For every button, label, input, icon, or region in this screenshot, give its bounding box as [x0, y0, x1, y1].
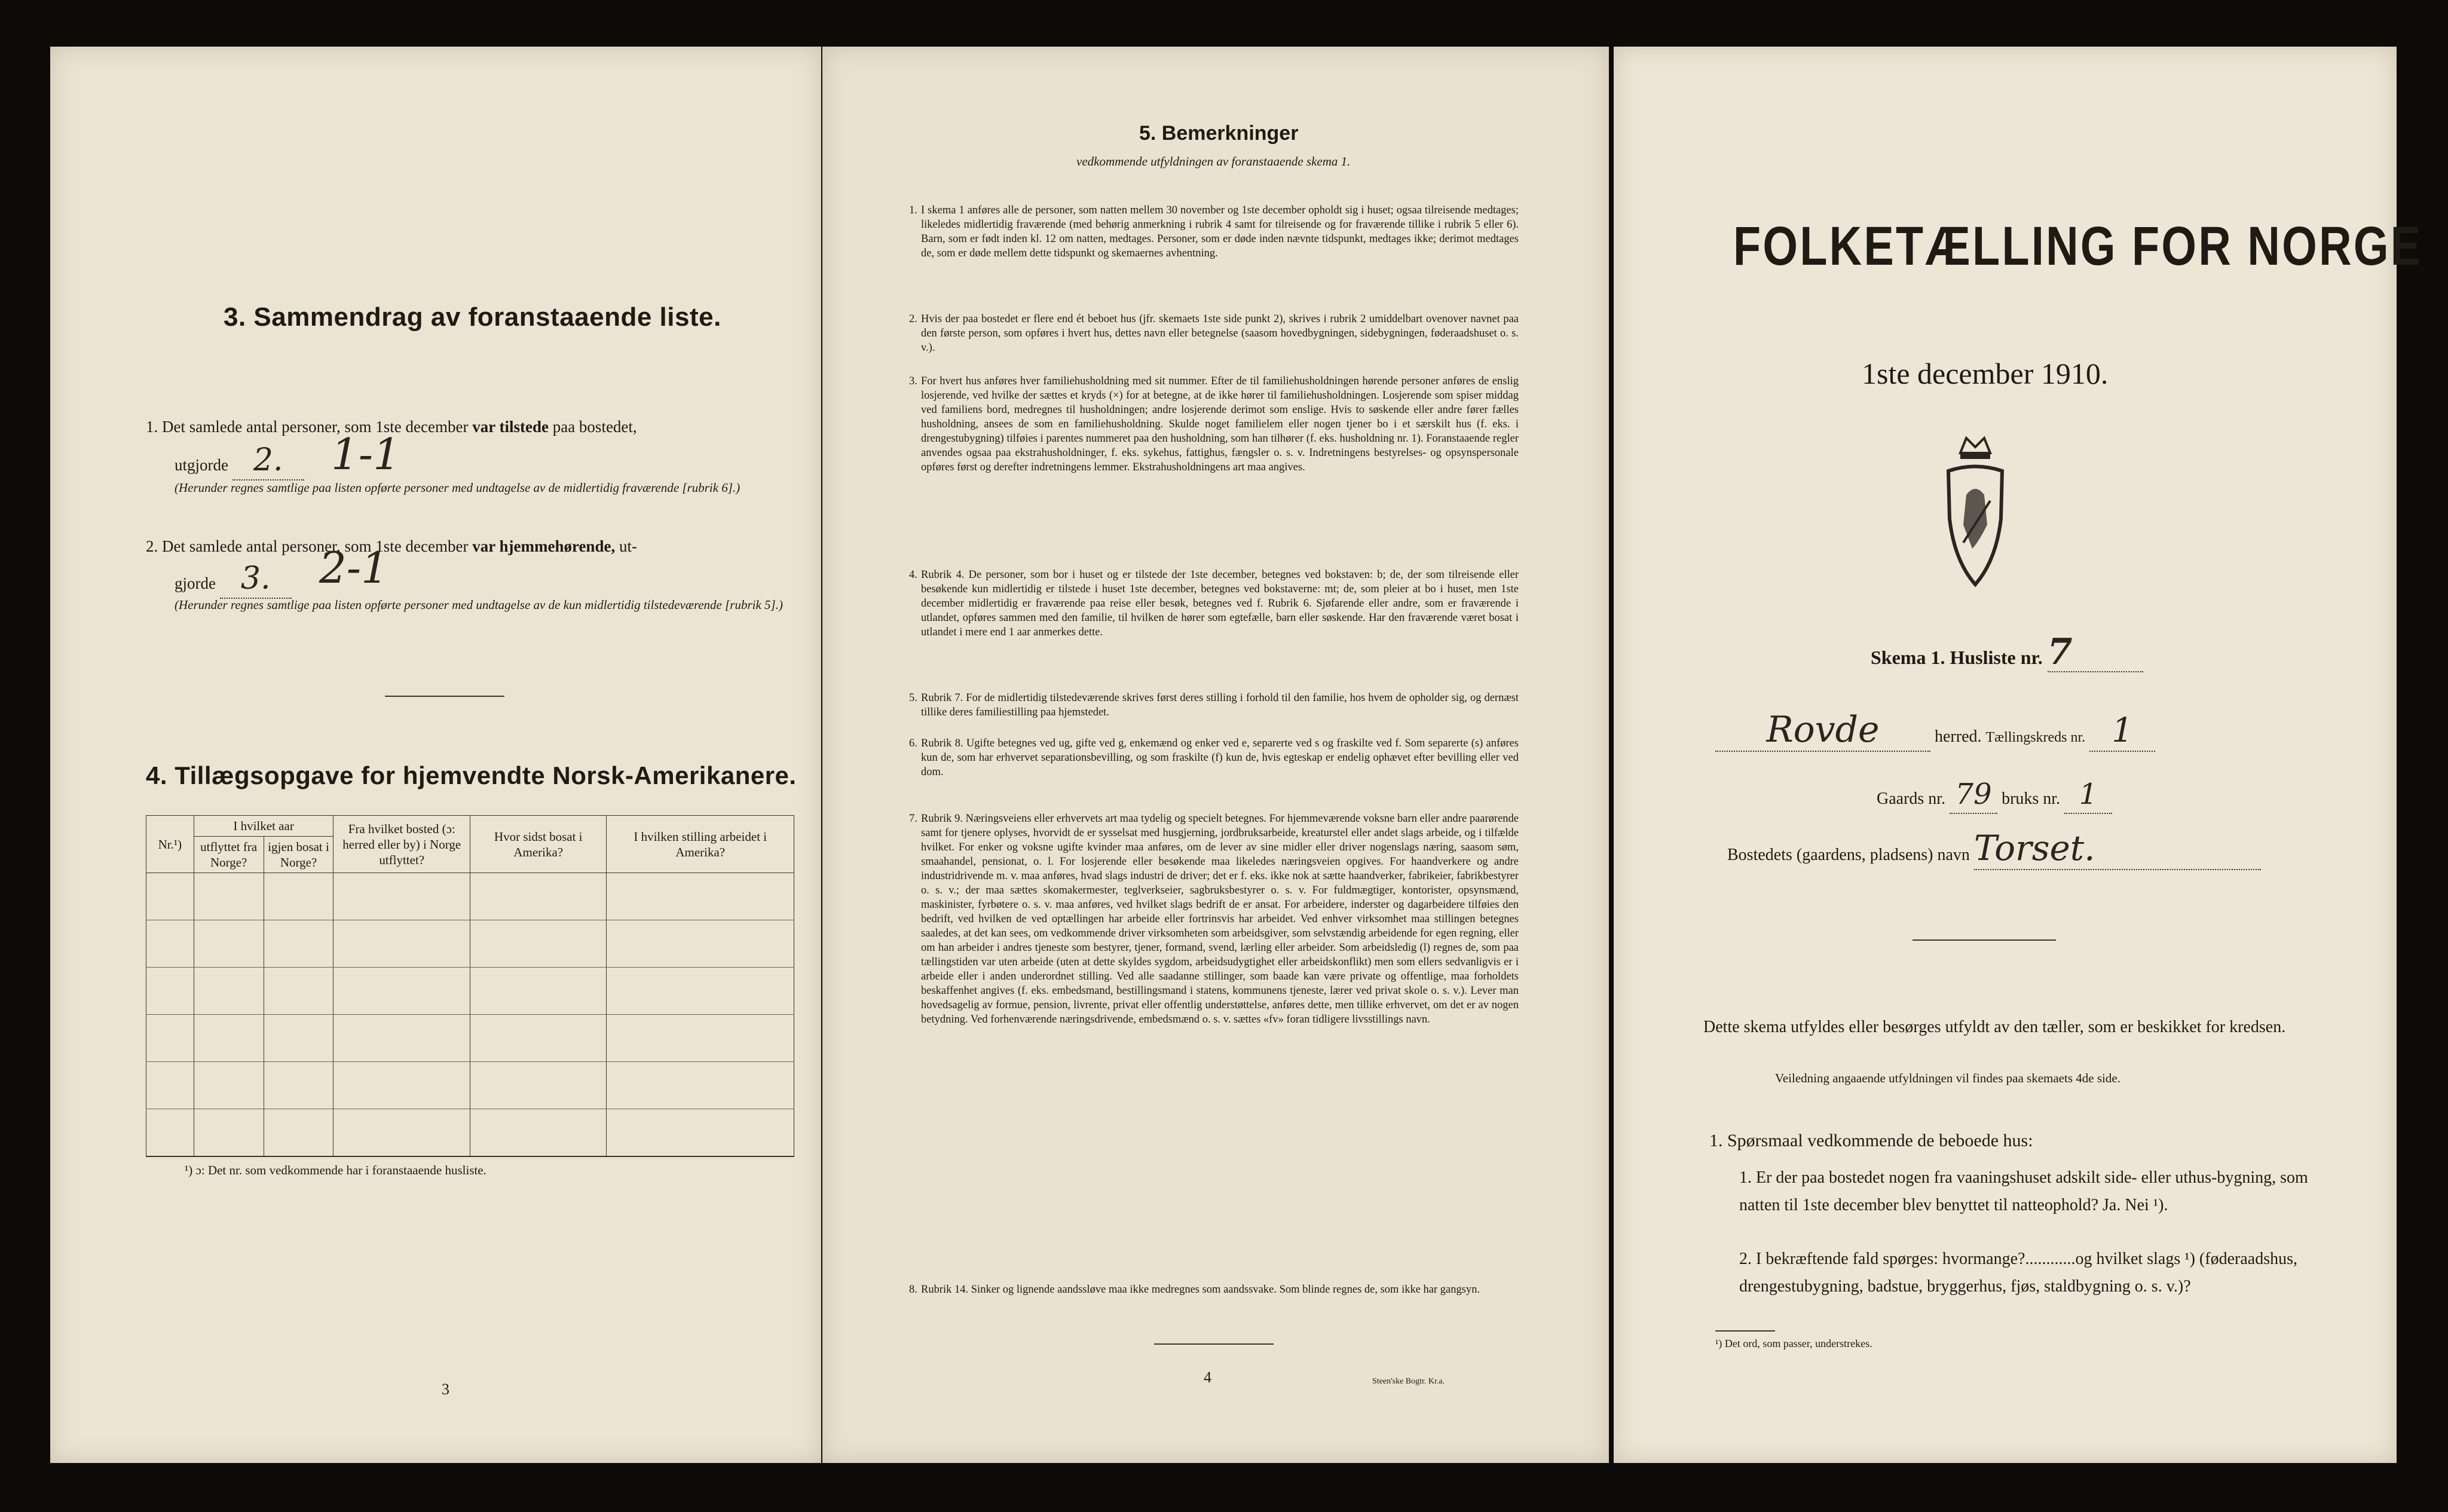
remarks-subtitle: vedkommende utfyldningen av foranstaaende skema 1.: [1076, 154, 1351, 169]
husliste-nr-field[interactable]: 7: [2048, 638, 2143, 672]
remark-7: 7. Rubrik 9. Næringsveiens eller erhvervets art maa tydelig og specielt betegnes. For hjemmeværende voksne barn eller andre paarørende samt for tjenere oplyses, hvorvidt de er sysselsat med husgjerning, jordbruksarbeide, kreaturstel eller andet slags arbeide, og i tilfælde hvilket. For enker og voksne ugifte kvinder maa anføres, om de lever av sine midler eller driver nogenslags næring, saasom søm, smaahandel, pensionat, o. l. For losjerende eller besøkende maa likeledes næringsveien opgives. For haandverkere og andre industridrivende m. v. maa anføres, hvad slags industri de driver; det er f. eks. ikke nok at sætte haandverker, fabrikeier, fabrikbestyrer o. s. v.; der maa sættes skomakermester, teglverkseier, sagbruksbestyrer o. s. v. For fuldmægtiger, kontorister, opsynsmænd, maskinister, fyrbøtere o. s. v. maa anføres, ved hvilket slags bedrift de er ansat. For arbeidere, inderster og dagarbeidere tilføies den bedrift, ved hvilken de ved optællingen har arbeide eller fortrinsvis har arbeidet. Ved enhver virksomhet maa stillingen betegnes saaledes, at det kan sees, om vedkommende driver virksomheten som arbeidsgiver, som selvstændig arbeidende for egen regning, eller om han arbeider i andres tjeneste som bestyrer, tjener, formand, svend, lærling eller arbeider. Som arbeidsledig (l) regnes de, som paa tællingstiden var uten arbeide (uten at dette skyldes sygdom, arbeidsudygtighet eller arbeidskonflikt) men som ellers sedvanligvis er i arbeide eller i anden underordnet stilling. Ved alle saadanne stillinger, som baade kan være private og offentlige, maa forholdets beskaffenhet angives (f. eks. embedsmand, bestillingsmand i statens, kommunens tjeneste, lærer ved privat skole o. s. v.). Lever man hovedsagelig av formue, pension, livrente, privat eller offentlig understøttelse, anføres dette, men tillike erhvervet, om det er av nogen betydning. Ved forhenværende næringsdrivende, embedsmænd o. s. v. sættes «fv» foran tidligere livsstillings navn.: [909, 813, 1519, 1026]
col-bosted: Fra hvilket bosted (ɔ: herred eller by) i Norge utflyttet?: [333, 816, 470, 873]
left-footnote: ¹) ɔ: Det nr. som vedkommende har i foranstaaende husliste.: [185, 1163, 486, 1177]
col-utflyttet: utflyttet fra Norge?: [194, 837, 264, 873]
bosted-line: Bostedets (gaardens, pladsens) navn Torset.: [1727, 834, 2261, 870]
veiledning-text: Veiledning angaaende utfyldningen vil findes paa skemaets 4de side.: [1775, 1071, 2120, 1085]
col-nr: Nr.¹): [146, 816, 194, 873]
remark-2: 2. Hvis der paa bostedet er flere end ét beboet hus (jfr. skemaets 1ste side punkt 2), skrives i rubrik 2 umiddelbart ovenover navnet paa den første person, som opføres i hvert hus, dettes navn eller betegnelse (saasom hovedbygningen, sidebygningen, føderaadshuset o. s. v.).: [909, 313, 1519, 354]
gaards-field[interactable]: 79: [1950, 781, 1997, 814]
col-group-year: I hvilket aar: [194, 816, 333, 837]
questions-heading: 1. Spørsmaal vedkommende de beboede hus:: [1709, 1131, 2033, 1150]
item1-handwritten: 1-1: [331, 429, 400, 479]
remarks-title: 5. Bemerkninger: [1139, 122, 1299, 145]
table-row: [146, 1015, 794, 1062]
remark-5: 5. Rubrik 7. For de midlertidig tilstedeværende skrives først deres stilling i forhold til den familie, hos hvem de opholder sig, og dernæst tillike deres familiestilling paa hjemstedet.: [909, 692, 1519, 718]
table-row: [146, 873, 794, 920]
page-number-4: 4: [1204, 1369, 1211, 1386]
main-title: FOLKETÆLLING FOR NORGE: [1733, 216, 2423, 277]
section-3-title: 3. Sammendrag av foranstaaende liste.: [224, 302, 721, 332]
item2-value-field[interactable]: 3.: [220, 564, 292, 599]
remark-3: 3. For hvert hus anføres hver familiehusholdning med sit nummer. Efter de til familiehusholdningen hørende personer anføres de enslig losjerende, ved hvilke der sættes et kryds (×) for at betegne, at de ikke hører til familiehusholdningen. Losjerende som spiser middag ved familiens bord, medregnes til husholdningen; andre losjerende derimot som enslige. Hvis to søskende eller andre fører fælles husholdning, ansees de som en familiehusholdning. Skulde noget familielem eller nogen tjener bo i et særskilt hus (f. eks. i drengestubygning) tilføies i parentes nummeret paa den husholdning, som han tilhører (f. eks. husholdning nr. 1). Foranstaaende regler anvendes ogsaa paa ekstrahusholdninger, f. eks. sykehus, fattighus, fængsler o. s. v. Indretningens bestyrelses- og opsynspersonale opføres først og derefter indretningens lemmer. Ekstrahusholdningens art maa angives.: [909, 375, 1519, 473]
table-row: [146, 1109, 794, 1157]
norway-coat-of-arms-icon: [1942, 429, 2008, 590]
bruks-field[interactable]: 1: [2064, 781, 2112, 814]
page-left: [50, 47, 821, 1463]
summary-item-1: 1. Det samlede antal personer, som 1ste december var tilstede paa bostedet,: [146, 418, 637, 436]
remark-1: 1. I skema 1 anføres alle de personer, som natten mellem 30 november og 1ste december opholdt sig i huset; ogsaa tilreisende medtages; likeledes midlertidig fraværende (med behørig anmerkning i rubrik 4 samt for tilreisende og for fraværende tillike i rubrik 5 eller 6). Barn, som er født inden kl. 12 om natten, medtages. Personer, som er døde inden nævnte tidspunkt, medtages ikke; derimot medtages de, som er døde mellem dette tidspunkt og skemaernes avhentning.: [909, 204, 1519, 259]
remark-8: 8. Rubrik 14. Sinker og lignende aandssløve maa ikke medregnes som aandssvake. Som blinde regnes de, som ikke har gangsyn.: [909, 1284, 1480, 1296]
page-number-3: 3: [442, 1381, 449, 1398]
info-text: Dette skema utfyldes eller besørges utfyldt av den tæller, som er beskikket for kredsen.: [1703, 1018, 2286, 1036]
bosted-field[interactable]: Torset.: [1974, 834, 2261, 870]
gaards-line: Gaards nr. 79 bruks nr. 1: [1877, 781, 2112, 814]
item2-handwritten: 2-1: [319, 543, 388, 593]
col-amerika: Hvor sidst bosat i Amerika?: [470, 816, 606, 873]
col-stilling: I hvilken stilling arbeidet i Amerika?: [607, 816, 794, 873]
herred-line: Rovde herred. Tællingskreds nr. 1: [1715, 716, 2313, 752]
census-date: 1ste december 1910.: [1862, 357, 2109, 390]
divider: [385, 696, 504, 697]
summary-item-2: 2. Det samlede antal personer, som 1ste december var hjemmehørende, ut-: [146, 537, 637, 555]
skema-line: Skema 1. Husliste nr. 7: [1871, 638, 2143, 672]
footnote-rule: [1715, 1330, 1775, 1332]
printer-mark: Steen'ske Bogtr. Kr.a.: [1372, 1377, 1445, 1386]
item1-note: (Herunder regnes samtlige paa listen opførte personer med undtagelse av de midlertidig fraværende [rubrik 6].): [175, 480, 740, 495]
ornament-divider: [1912, 939, 2056, 941]
question-1: 1. Er der paa bostedet nogen fra vaaningshuset adskilt side- eller uthus-bygning, som natten til 1ste december blev benyttet til natteophold? Ja. Nei ¹).: [1739, 1168, 2308, 1214]
table-row: [146, 920, 794, 968]
table-row: [146, 968, 794, 1015]
item1-utgjorde: utgjorde 2.: [175, 446, 304, 480]
item2-note: (Herunder regnes samtlige paa listen opførte personer med undtagelse av de kun midlertidig tilstedeværende [rubrik 5].): [175, 598, 783, 612]
kreds-field[interactable]: 1: [2089, 717, 2155, 752]
page-middle: [822, 47, 1609, 1463]
section-4-title: 4. Tillægsopgave for hjemvendte Norsk-Amerikanere.: [146, 761, 797, 789]
remark-4: 4. Rubrik 4. De personer, som bor i huset og er tilstede der 1ste december, betegnes ved bokstaven: b; de, der som tilreisende eller besøkende kun midlertidig er tilstede i huset 1ste december, betegnes ved bokstaverne: mt; de, som pleier at bo i huset, men 1ste december midlertidig er fraværende paa reise eller besøk, betegnes ved f. Rubrik 6. Sjøfarende eller andre, som er fraværende i utlandet, opføres sammen med den familie, til hvilken de hører som egtefælle, barn eller søskende. Har den fraværende været bosat i utlandet i mere end 1 aar anmerkes dette.: [909, 569, 1519, 638]
page-right: [1614, 47, 2423, 1463]
table-row: [146, 1062, 794, 1109]
remark-6: 6. Rubrik 8. Ugifte betegnes ved ug, gifte ved g, enkemænd og enker ved e, separerte ved s og fraskilte ved f. Som separerte (s) anføres kun de, som har erhvervet separationsbevilling, og som fraskilte (f) kun de, hvis egteskap er endelig ophævet efter bevilling eller ved dom.: [909, 737, 1519, 778]
herred-field[interactable]: Rovde: [1715, 716, 1930, 752]
col-igjen: igjen bosat i Norge?: [264, 837, 333, 873]
item1-value-field[interactable]: 2.: [232, 446, 304, 480]
right-footnote: ¹) Det ord, som passer, understrekes.: [1715, 1337, 1872, 1349]
item2-utgjorde: gjorde 3.: [175, 564, 292, 599]
norsk-amerikanere-table: [146, 815, 794, 1157]
question-2: 2. I bekræftende fald spørges: hvormange?............og hvilket slags ¹) (føderaadshus, drengestubygning, badstue, bryggerhus, fjøs, staldbygning o. s. v.)?: [1739, 1250, 2297, 1296]
divider: [1154, 1343, 1274, 1345]
